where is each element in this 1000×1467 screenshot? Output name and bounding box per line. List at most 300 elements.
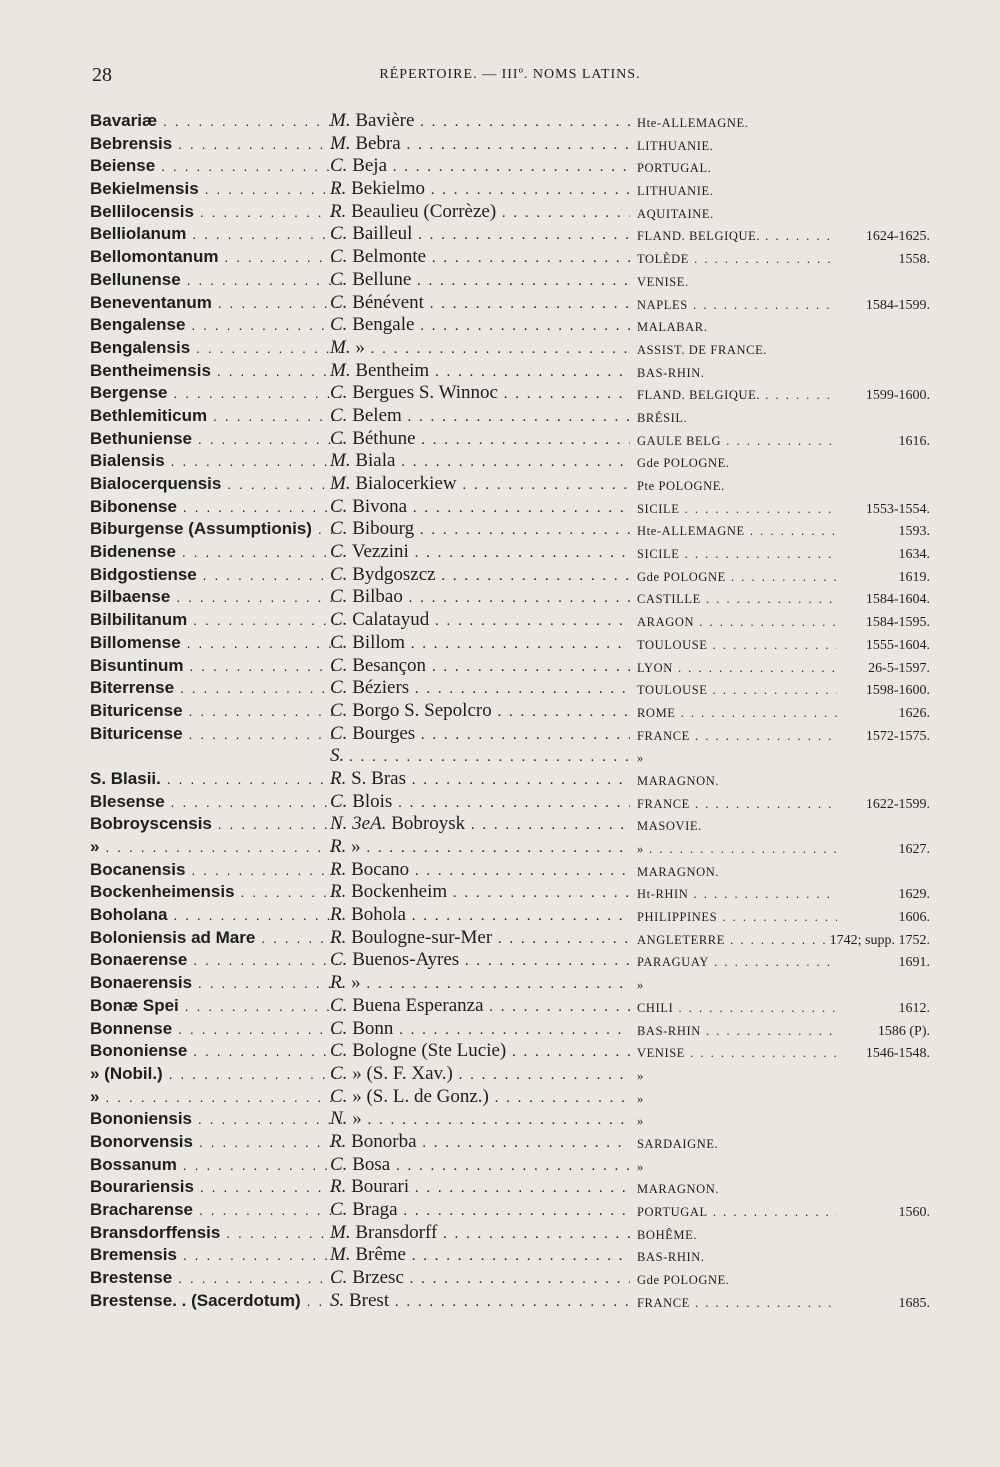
latin-name-text: » . . . (90, 1087, 342, 1106)
place-name: Belmonte . . . (352, 246, 630, 267)
region-text: Hte-ALLEMAGNE . . . (637, 524, 837, 538)
house-type: R. (330, 972, 347, 994)
french-name (330, 178, 630, 201)
region-text: SICILE . . . (637, 547, 837, 561)
years (760, 677, 930, 702)
latin-name-text: Bononiense . . . (90, 1041, 342, 1060)
house-type: C. (330, 268, 348, 290)
french-name (330, 428, 630, 451)
latin-name-text: Boloniensis ad Mare . . . (90, 928, 342, 947)
french-name (330, 292, 630, 315)
latin-name (90, 1222, 342, 1244)
years (760, 1018, 930, 1043)
house-type: C. (330, 1199, 348, 1220)
entry-row (0, 1108, 1000, 1131)
region-text: LYON . . . (637, 661, 837, 675)
french-name (330, 768, 630, 791)
house-type: C. (330, 1040, 348, 1062)
french-name (330, 405, 630, 428)
french-name (330, 473, 630, 496)
entry-row (0, 949, 1000, 972)
latin-name-text: Bremensis . . . (90, 1245, 342, 1264)
french-name (330, 1018, 630, 1041)
french-name (330, 813, 630, 836)
years (760, 1040, 930, 1065)
years (760, 723, 930, 748)
french-name (330, 927, 630, 950)
place-name: Bonn . . . (352, 1018, 630, 1039)
place-name: Bockenheim . . . (351, 881, 630, 902)
french-name (330, 1176, 630, 1199)
place-name: Buena Esperanza . . . (352, 995, 630, 1016)
house-type: C. (330, 677, 348, 699)
house-type: R. (330, 904, 347, 926)
house-type: C. (330, 1062, 348, 1084)
entry-row (0, 927, 1000, 950)
house-type: C. (330, 223, 348, 245)
latin-name (90, 1244, 342, 1266)
years (760, 949, 930, 974)
region-text: LITHUANIE. (637, 184, 714, 199)
latin-name-text: Beneventanum . . . (90, 293, 342, 312)
region-text: CASTILLE . . . (637, 592, 837, 606)
latin-name-text: S. Blasii. . . . (90, 769, 342, 788)
place-name: Bengale . . . (352, 314, 630, 335)
house-type: M. (330, 473, 351, 494)
house-type: M. (330, 450, 351, 472)
place-name (349, 745, 630, 766)
place-name: S. Bras . . . (351, 768, 630, 789)
entry-row (0, 836, 1000, 859)
house-type: S. (330, 1289, 345, 1311)
years (760, 564, 930, 589)
region (637, 768, 837, 792)
latin-name-text: Biterrense . . . (90, 678, 342, 697)
latin-name (90, 178, 342, 200)
entry-row (0, 1176, 1000, 1199)
latin-name-text: Bonaerense . . . (90, 950, 342, 969)
years (760, 881, 930, 906)
place-name: Bilbao . . . (352, 586, 630, 607)
latin-name (90, 995, 342, 1017)
place-name: Bologne (Ste Lucie) . . . (352, 1040, 630, 1061)
entry-row (0, 972, 1000, 995)
place-name: Bellune . . . (352, 269, 630, 290)
latin-name (90, 632, 342, 654)
french-name (330, 1040, 630, 1063)
years (760, 927, 930, 952)
house-type: M. (330, 110, 351, 131)
latin-name (90, 133, 342, 155)
latin-name-text: Boholana . . . (90, 905, 342, 924)
place-name: Bransdorff . . . (355, 1222, 630, 1243)
years-text: 1584-1604. (863, 592, 930, 607)
place-name: Brzesc . . . (352, 1267, 630, 1288)
place-name: Bosa . . . (352, 1154, 630, 1175)
latin-name-text: Bellunense . . . (90, 270, 342, 289)
region-text: AQUITAINE. (637, 206, 714, 221)
region (637, 337, 837, 361)
region-text: FLAND. BELGIQUE. . . . (637, 388, 837, 402)
place-name: Beja . . . (352, 155, 630, 176)
entry-row (0, 881, 1000, 904)
latin-name (90, 496, 342, 518)
french-name (330, 110, 630, 133)
region-text: BOHÊME. (637, 1227, 698, 1242)
region-text: BAS-RHIN . . . (637, 1024, 837, 1038)
house-type: C. (330, 1017, 348, 1039)
house-type: M. (330, 359, 351, 381)
region (637, 1131, 837, 1155)
place-name: Braga . . . (352, 1199, 630, 1220)
place-name: Bialocerkiew . . . (355, 473, 630, 494)
region-text: » . . . (637, 842, 837, 856)
latin-name-text: Brestense . . . (90, 1268, 342, 1287)
place-name: Biala . . . (355, 450, 630, 471)
house-type: C. (330, 246, 348, 268)
latin-name-text: Bituricense . . . (90, 701, 342, 720)
latin-name (90, 1086, 342, 1108)
years-text: 1616. (896, 434, 931, 449)
latin-name-text: Bockenheimensis . . . (90, 882, 342, 901)
entry-row (0, 1154, 1000, 1177)
region-text: MARAGNON. (637, 864, 720, 879)
latin-name-text: Bebrensis . . . (90, 134, 342, 153)
region (637, 859, 837, 883)
years (760, 518, 930, 543)
house-type: M. (330, 1221, 351, 1243)
years-text: 1634. (896, 547, 931, 562)
french-name (330, 360, 630, 383)
latin-name-text: Bocanensis . . . (90, 860, 342, 879)
french-name (330, 700, 630, 723)
french-name (330, 314, 630, 337)
latin-name (90, 700, 342, 722)
french-name (330, 904, 630, 927)
years (760, 246, 930, 271)
latin-name (90, 450, 342, 472)
entry-row (0, 473, 1000, 496)
entry-row (0, 632, 1000, 655)
years-text: 1560. (896, 1205, 931, 1220)
region-text: FRANCE . . . (637, 1296, 837, 1310)
french-name (330, 1199, 630, 1222)
region-text: ARAGON . . . (637, 615, 837, 629)
entry-row (0, 1063, 1000, 1086)
french-name (330, 1290, 630, 1313)
region-text: » (637, 751, 644, 766)
region (637, 1176, 837, 1200)
house-type: C. (330, 563, 348, 585)
latin-name (90, 813, 342, 835)
latin-name-text: Belliolanum . . . (90, 224, 342, 243)
latin-name-text: Bavariæ . . . (90, 111, 342, 130)
entry-row (0, 1086, 1000, 1109)
entry-row (0, 745, 1000, 768)
entry-row (0, 133, 1000, 156)
entry-row (0, 1267, 1000, 1290)
years (760, 655, 930, 680)
years (760, 1199, 930, 1224)
french-name (330, 541, 630, 564)
latin-name-text: Bracharense . . . (90, 1200, 342, 1219)
years-text: 1558. (896, 252, 931, 267)
years-text: 1606. (896, 910, 931, 925)
latin-name-text: Bialensis . . . (90, 451, 342, 470)
house-type: C. (330, 314, 348, 336)
years-text: 1612. (896, 1001, 931, 1016)
region (637, 405, 837, 429)
latin-name-text: Bellomontanum . . . (90, 247, 342, 266)
latin-name-text: » . . . (90, 837, 342, 856)
house-type: M. (330, 132, 351, 154)
years-text: 1691. (896, 955, 931, 970)
entry-row (0, 723, 1000, 746)
french-name (330, 1267, 630, 1290)
latin-name (90, 1289, 345, 1312)
region-text: BAS-RHIN. (637, 365, 705, 380)
place-name: Bergues S. Winnoc . . . (352, 382, 630, 403)
house-type: C. (330, 291, 348, 313)
region-text: TOLÈDE . . . (637, 252, 837, 266)
years (760, 700, 930, 725)
region-text: LITHUANIE. (637, 138, 714, 153)
place-name: Bavière . . . (355, 110, 630, 131)
latin-name-text: » (Nobil.) . . . (90, 1064, 342, 1083)
french-name (330, 382, 630, 405)
french-name (330, 1244, 630, 1267)
place-name: Bekielmo . . . (351, 178, 630, 199)
latin-name (90, 723, 342, 745)
region-text: MALABAR. (637, 320, 708, 335)
region-text: Gde POLOGNE . . . (637, 570, 837, 584)
french-name (330, 496, 630, 519)
french-name (330, 223, 630, 246)
region (637, 1108, 837, 1132)
years-text: 1598-1600. (863, 683, 930, 698)
french-name (330, 1108, 630, 1131)
house-type: N. (330, 1108, 348, 1130)
region-text: TOULOUSE . . . (637, 683, 837, 697)
latin-name (90, 1040, 342, 1062)
region (637, 1154, 837, 1178)
place-name: » . . . (351, 836, 630, 857)
region-text: ANGLETERRE . . . (637, 933, 837, 947)
house-type: R. (330, 200, 347, 222)
region (637, 745, 837, 769)
house-type: C. (330, 518, 348, 540)
years-text: 1546-1548. (863, 1046, 930, 1061)
years (760, 223, 930, 248)
french-name (330, 269, 630, 292)
house-type: C. (330, 790, 348, 812)
french-name (330, 1131, 630, 1154)
entry-row (0, 1222, 1000, 1245)
place-name: Bohola . . . (351, 904, 630, 925)
years-text: 1627. (896, 842, 931, 857)
latin-name-text: Bibonense . . . (90, 497, 342, 516)
region (637, 972, 837, 996)
house-type: C. (330, 586, 348, 608)
house-type: N. 3eA. (330, 813, 387, 835)
entry-row (0, 677, 1000, 700)
region-text: BAS-RHIN. (637, 1250, 705, 1265)
entry-row (0, 246, 1000, 269)
latin-name-text: Bonæ Spei . . . (90, 996, 342, 1015)
french-name (330, 450, 630, 473)
place-name: Boulogne-sur-Mer . . . (351, 927, 630, 948)
entry-row (0, 791, 1000, 814)
region (637, 155, 837, 179)
place-name: Bocano . . . (351, 859, 630, 880)
entry-row (0, 269, 1000, 292)
latin-name-text: Bransdorffensis . . . (90, 1223, 342, 1242)
latin-name-text: Bilbaense . . . (90, 587, 342, 606)
latin-name-text: Bengalensis . . . (90, 338, 342, 357)
region-text: » (637, 1091, 644, 1106)
latin-name-text: Bellilocensis . . . (90, 202, 342, 221)
region-text: Gde POLOGNE. (637, 1273, 730, 1288)
house-type: M. (330, 1244, 351, 1266)
region (637, 269, 837, 293)
entry-row (0, 1040, 1000, 1063)
place-name: Bibourg . . . (352, 518, 630, 539)
latin-name (90, 246, 342, 268)
years-text: 1685. (896, 1296, 931, 1311)
years (760, 1290, 930, 1315)
french-name (330, 586, 630, 609)
entry-row (0, 586, 1000, 609)
french-name (330, 564, 630, 587)
region-text: » (637, 1114, 644, 1129)
region-text: MASOVIE. (637, 819, 702, 834)
french-name (330, 1222, 630, 1245)
latin-name-text: Bekielmensis . . . (90, 179, 342, 198)
region (637, 201, 837, 225)
latin-name (90, 223, 342, 245)
entry-row (0, 1290, 1000, 1313)
years (760, 586, 930, 611)
latin-name (90, 859, 342, 881)
page-header (90, 64, 930, 88)
house-type: C. (330, 699, 348, 721)
french-name (330, 881, 630, 904)
latin-name-text: Bialocerquensis . . . (90, 474, 342, 493)
region (637, 813, 837, 837)
years (760, 541, 930, 566)
years-text: 1553-1554. (863, 502, 930, 517)
years-text: 1622-1599. (863, 797, 930, 812)
french-name (330, 723, 630, 746)
entry-row (0, 337, 1000, 360)
place-name: Billom . . . (352, 632, 630, 653)
latin-name-text: Bononiensis . . . (90, 1109, 342, 1128)
french-name (330, 201, 630, 224)
years (760, 496, 930, 521)
years-text: 1599-1600. (863, 388, 930, 403)
latin-name (90, 655, 342, 677)
region (637, 450, 837, 474)
french-name (330, 632, 630, 655)
latin-name (90, 405, 342, 427)
latin-name (90, 836, 342, 858)
page-number: 28 (92, 64, 112, 86)
latin-name (90, 881, 342, 903)
region-text: PORTUGAL . . . (637, 1205, 837, 1219)
entry-row (0, 155, 1000, 178)
latin-name-text: Bisuntinum . . . (90, 656, 342, 675)
house-type: C. (330, 994, 348, 1016)
place-name: Béziers . . . (352, 677, 630, 698)
entry-row (0, 201, 1000, 224)
years-text: 1619. (896, 570, 931, 585)
house-type: R. (330, 1130, 347, 1152)
french-name (330, 745, 630, 768)
entry-row (0, 1199, 1000, 1222)
region-text: MARAGNON. (637, 1182, 720, 1197)
place-name: Vezzini . . . (352, 541, 630, 562)
place-name: Brême . . . (355, 1244, 630, 1265)
region-text: VENISE . . . (637, 1046, 837, 1060)
years (760, 292, 930, 317)
years-text: 1624-1625. (863, 229, 930, 244)
latin-name (90, 1108, 342, 1130)
region-text: VENISE. (637, 274, 689, 289)
latin-name (90, 1063, 342, 1085)
years-text: 1593. (896, 524, 931, 539)
region-text: PHILIPPINES . . . (637, 910, 837, 924)
latin-name (90, 564, 342, 586)
house-type: R. (330, 858, 347, 880)
place-name: Béthune . . . (352, 428, 630, 449)
house-type: C. (330, 949, 348, 971)
french-name (330, 836, 630, 859)
region (637, 1267, 837, 1291)
latin-name (90, 1267, 342, 1289)
latin-name (90, 904, 342, 926)
entry-row (0, 496, 1000, 519)
entry-row (0, 223, 1000, 246)
latin-name-text: Bidgostiense . . . (90, 565, 342, 584)
entry-row (0, 859, 1000, 882)
place-name: » (S. F. Xav.) . . . (352, 1063, 630, 1084)
house-type: R. (330, 178, 347, 200)
french-name (330, 133, 630, 156)
house-type: C. (330, 382, 348, 404)
place-name: » . . . (355, 337, 630, 358)
french-name (330, 995, 630, 1018)
years (760, 904, 930, 929)
region (637, 1086, 837, 1110)
region-text: FRANCE . . . (637, 729, 837, 743)
region-text: » (637, 978, 644, 993)
latin-name (90, 155, 342, 177)
latin-name (90, 927, 342, 949)
latin-name (90, 1018, 342, 1040)
region-text: PORTUGAL. (637, 161, 712, 176)
entry-row (0, 292, 1000, 315)
latin-name-text: Blesense . . . (90, 792, 342, 811)
entry-row (0, 518, 1000, 541)
house-type: C. (330, 495, 348, 517)
entry-row (0, 813, 1000, 836)
years-text: 1629. (896, 887, 931, 902)
latin-name-text: Bobroyscensis . . . (90, 814, 342, 833)
latin-name (90, 541, 342, 563)
entry-row (0, 564, 1000, 587)
house-type: R. (330, 767, 347, 789)
french-name (330, 949, 630, 972)
